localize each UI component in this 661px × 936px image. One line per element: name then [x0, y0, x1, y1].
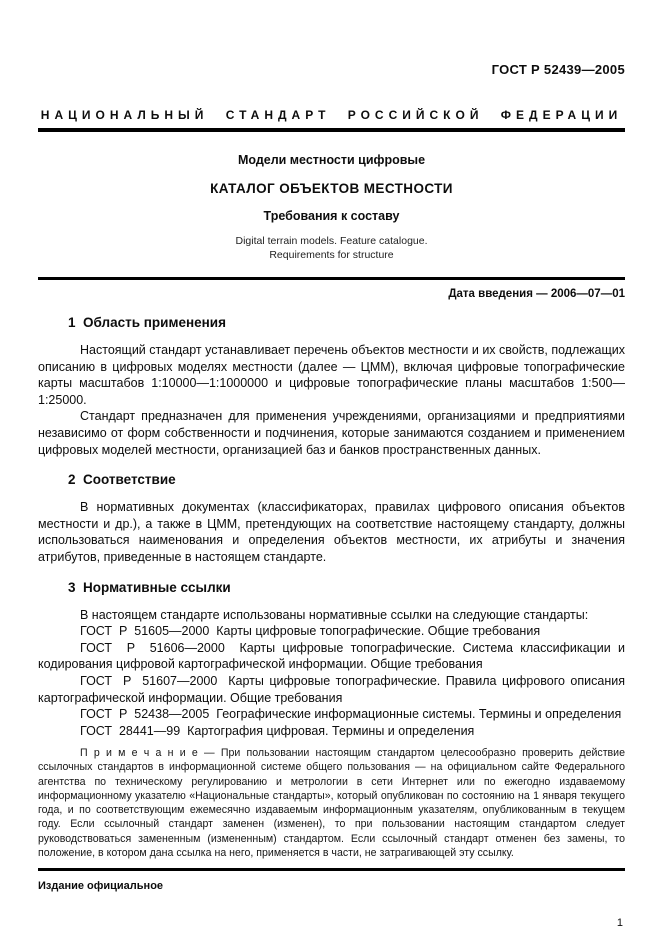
footer-divider [38, 868, 625, 871]
reference-item: ГОСТ 28441—99 Картография цифровая. Термины и определения [80, 723, 475, 738]
section-heading-2: 2 Соответствие [68, 472, 176, 488]
reference-item: ГОСТ Р 51607—2000 Карты цифровые топографические. Правила цифрового описания картографической информации. Общие требования [38, 673, 625, 705]
section1-paragraph: Настоящий стандарт устанавливает перечень объектов местности и их свойств, подлежащих описанию в цифровых моделях местности (далее — ЦММ), включая цифровые топографические карты масштабов 1:10000—1:1000000 и цифровые топографические планы масштабов 1:500—1:25000. [38, 343, 625, 407]
edition-label: Издание официальное [38, 879, 164, 892]
title-english-line2: Requirements for structure [269, 248, 394, 261]
section3-intro: В настоящем стандарте использованы нормативные ссылки на следующие стандарты: [80, 607, 589, 622]
title-english [38, 235, 625, 262]
page-number: 1 [616, 916, 623, 929]
doc-number: ГОСТ Р 52439—2005 [491, 62, 625, 77]
effective-date: Дата введения — 2006—07—01 [448, 288, 625, 300]
national-standard-banner: НАЦИОНАЛЬНЫЙ СТАНДАРТ РОССИЙСКОЙ ФЕДЕРАЦИИ [40, 108, 623, 122]
title-main: КАТАЛОГ ОБЪЕКТОВ МЕСТНОСТИ [210, 181, 453, 196]
title-english-line1: Digital terrain models. Feature catalogue. [235, 235, 428, 247]
note-paragraph: П р и м е ч а н и е — При пользовании настоящим стандартом целесообразно проверить действие ссылочных стандартов в информационной системе общего пользования — на официальном сайте Федерального агентства по техническому регулированию и метрологии в сети Интернет или по ежегодно издаваемому информационному указателю «Национальные стандарты», который опубликован по состоянию на 1 января текущего года, и по соответствующим ежемесячно издаваемым информационным указателям, опубликованным в текущем году. Если ссылочный стандарт заменен (изменен), то при пользовании настоящим стандартом следует руководствоваться замененным (измененным) стандартом. Если ссылочный стандарт отменен без замены, то положение, в котором дана ссылка на него, применяется в части, не затрагивающей эту ссылку. [38, 747, 625, 859]
reference-item: ГОСТ Р 51605—2000 Карты цифровые топографические. Общие требования [80, 624, 541, 639]
reference-item: ГОСТ Р 52438—2005 Географические информационные системы. Термины и определения [80, 707, 622, 722]
header-divider [38, 128, 625, 132]
title-subject: Модели местности цифровые [237, 153, 426, 167]
section-heading-1: 1 Область применения [68, 315, 226, 330]
section2-paragraph: В нормативных документах (классификаторах, правилах цифрового описания объектов местности и др.), а также в ЦММ, претендующих на соответствие настоящему стандарту, должны использоваться наименования и определения объектов местности, их атрибуты и значения атрибутов, приведенные в настоящем стандарте. [38, 500, 625, 564]
reference-item: ГОСТ Р 51606—2000 Карты цифровые топографические. Система классификации и кодирования цифровой картографической информации. Общие требования [38, 640, 625, 672]
section-heading-3: 3 Нормативные ссылки [68, 579, 231, 595]
section1-paragraph: Стандарт предназначен для применения учреждениями, организациями и предприятиями независимо от форм собственности и подчинения, которые занимаются созданием и применением цифровых моделей местности, организацией баз и банков пространственных данных. [38, 409, 625, 457]
title-subtitle: Требования к составу [263, 209, 400, 223]
title-divider [38, 277, 625, 280]
